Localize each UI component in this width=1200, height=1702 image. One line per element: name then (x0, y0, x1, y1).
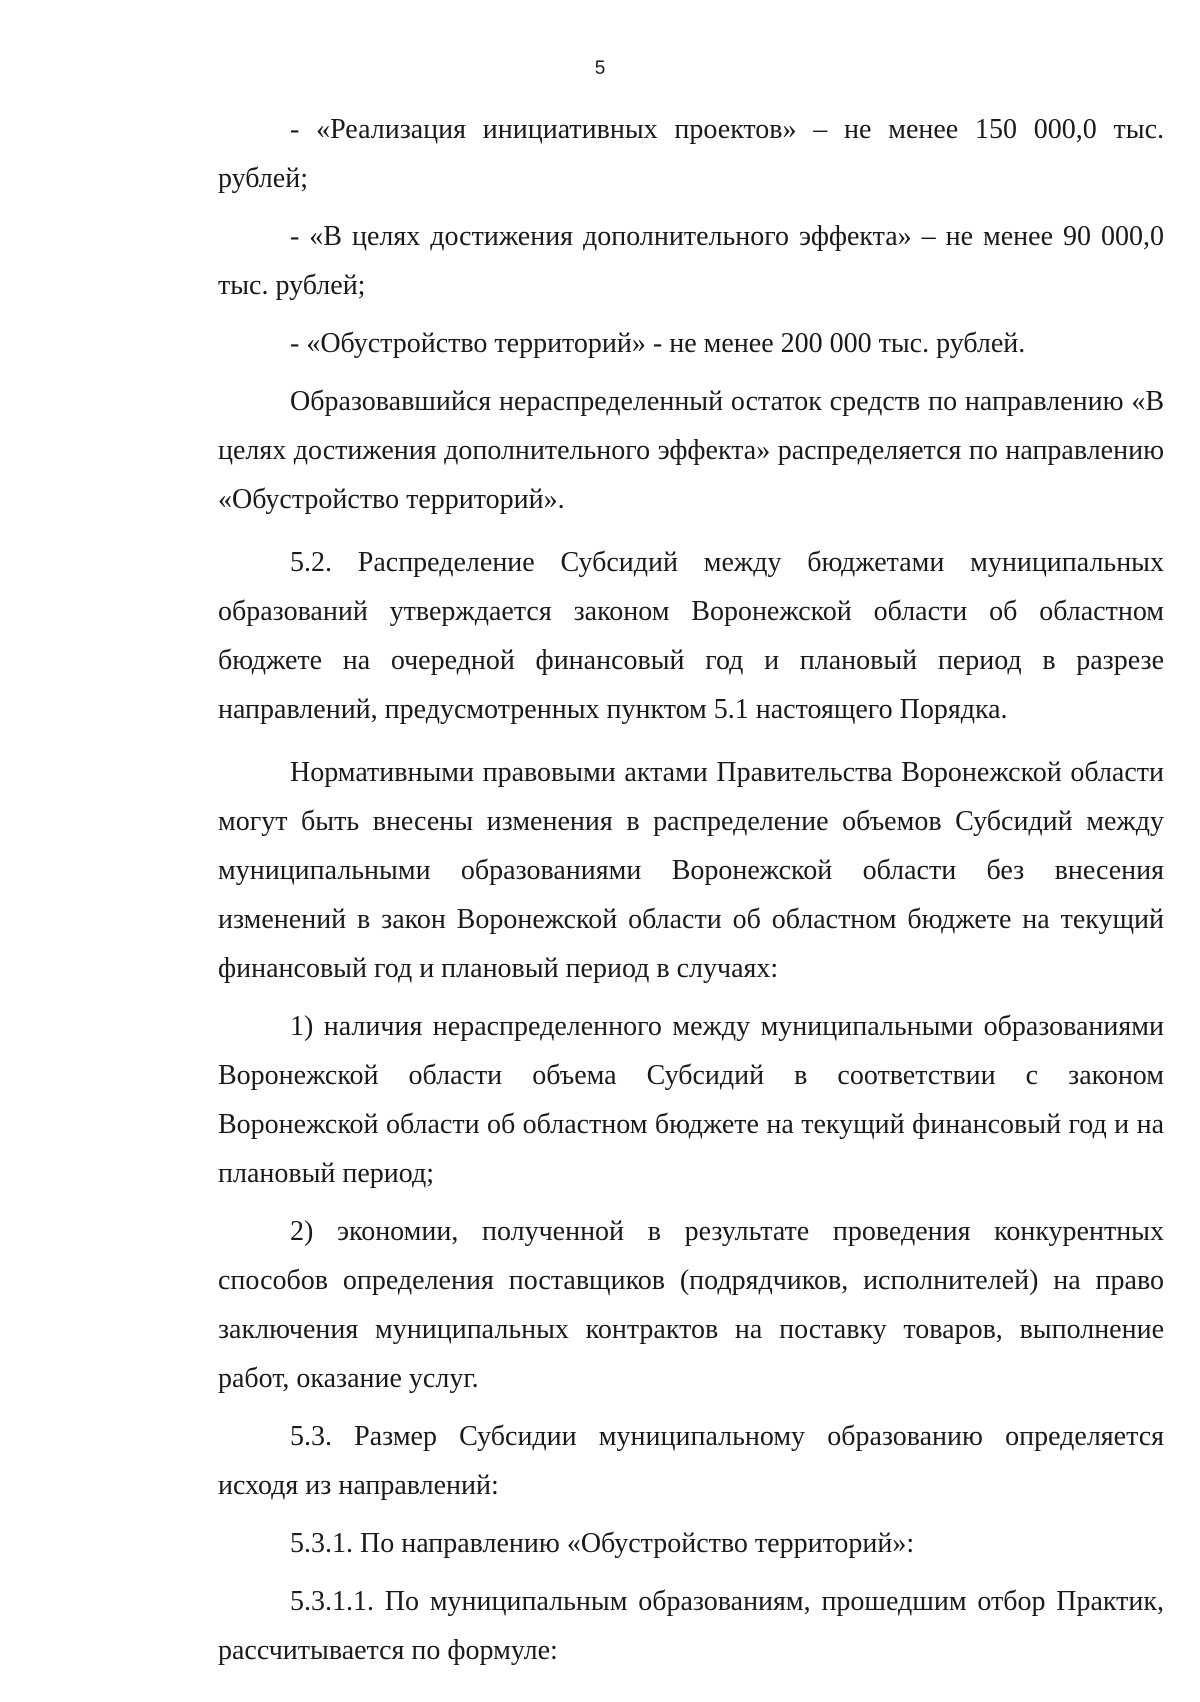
list-item-additional-effect: - «В целях достижения дополнительного эффекта» – не менее 90 000,0 тыс. рублей; (218, 221, 1164, 301)
paragraph-remaining-funds: Образовавшийся нераспределенный остаток средств по направлению «В целях достижения дополнительного эффекта» распределяется по направлению «Обустройство территорий». (218, 386, 1164, 515)
paragraph-5-2: 5.2. Распределение Субсидий между бюджетами муниципальных образований утверждается законом Воронежской области об областном бюджете на очередной финансовый год и плановый период в разрезе направлений, предусмотренных пунктом 5.1 настоящего Порядка. (218, 547, 1164, 725)
list-item-initiative-projects: - «Реализация инициативных проектов» – не менее 150 000,0 тыс. рублей; (218, 114, 1164, 194)
document-body (218, 105, 1164, 1675)
paragraph-case-2: 2) экономии, полученной в результате проведения конкурентных способов определения поставщиков (подрядчиков, исполнителей) на право заключения муниципальных контрактов на поставку товаров, выполнение работ, оказание услуг. (218, 1216, 1164, 1394)
paragraph-5-3: 5.3. Размер Субсидии муниципальному образованию определяется исходя из направлений: (218, 1421, 1164, 1501)
paragraph-5-3-1-1: 5.3.1.1. По муниципальным образованиям, прошедшим отбор Практик, рассчитывается по формуле: (218, 1586, 1164, 1666)
paragraph-normative-acts: Нормативными правовыми актами Правительства Воронежской области могут быть внесены изменения в распределение объемов Субсидий между муниципальными образованиями Воронежской области без внесения изменений в закон Воронежской области об областном бюджете на текущий финансовый год и плановый период в случаях: (218, 757, 1164, 984)
list-item-territory-improvement: - «Обустройство территорий» - не менее 200 000 тыс. рублей. (290, 328, 1026, 359)
paragraph-case-1: 1) наличия нераспределенного между муниципальными образованиями Воронежской области объема Субсидий в соответствии с законом Воронежской области об областном бюджете на текущий финансовый год и на плановый период; (218, 1011, 1164, 1189)
paragraph-5-3-1: 5.3.1. По направлению «Обустройство территорий»: (290, 1528, 915, 1559)
page-number: 5 (594, 58, 606, 79)
